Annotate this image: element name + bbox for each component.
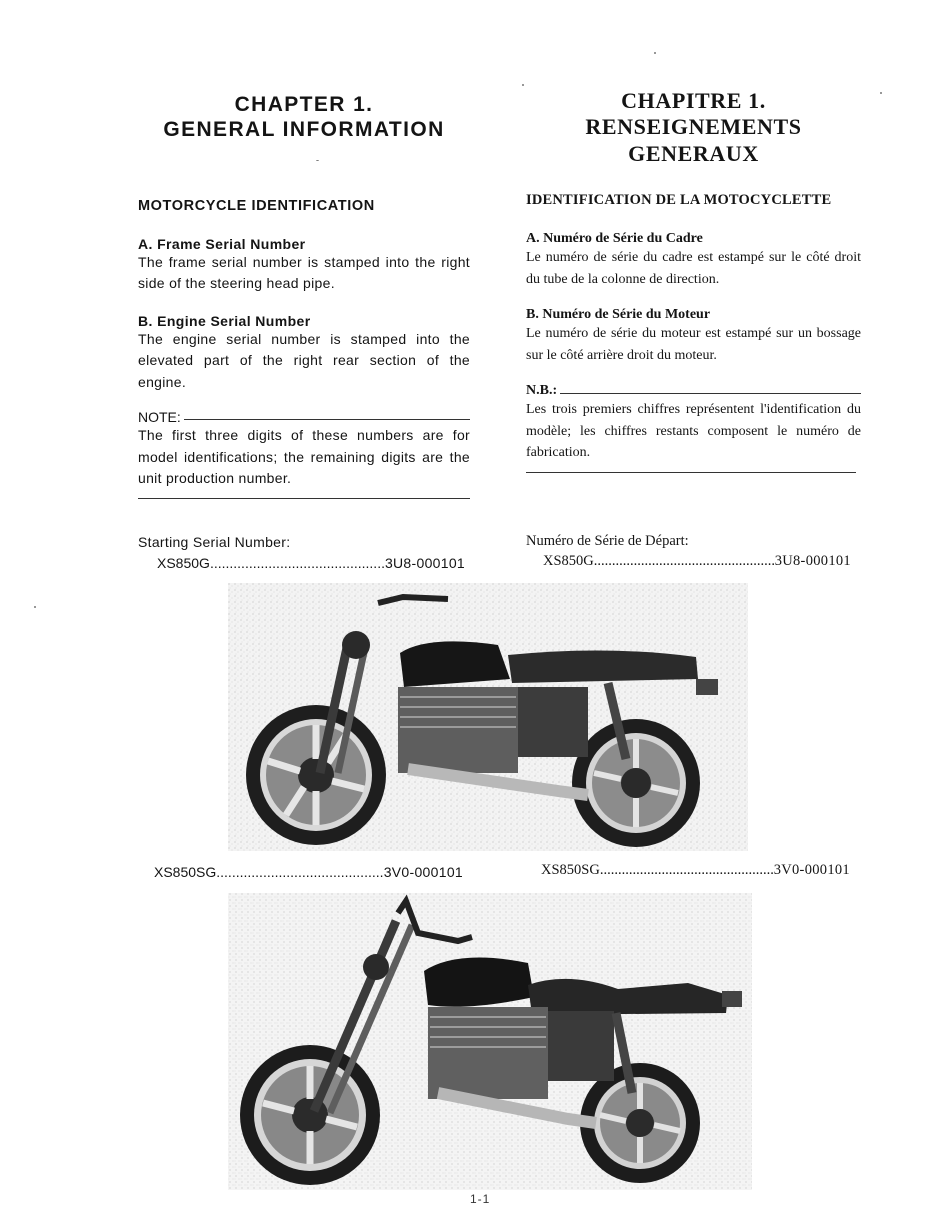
english-note-header (138, 409, 470, 425)
scan-speck (654, 52, 656, 54)
french-note-label: N.B.: (526, 383, 558, 399)
french-column (526, 88, 861, 473)
english-chapter-title (138, 88, 470, 143)
leader-dots (210, 555, 385, 571)
english-frame-heading: A. Frame Serial Number (138, 235, 306, 252)
french-chapter-title (526, 88, 861, 167)
note-rule (560, 393, 861, 394)
french-note-text: Les trois premiers chiffres représentent l'identification du modèle; les chiffres restants composent le numéro de fabrication. (526, 402, 861, 461)
note-rule (184, 419, 470, 420)
french-engine-text: Le numéro de série du moteur est estampé sur un bossage sur le côté arrière droit du moteur. (526, 326, 861, 363)
scan-speck (522, 84, 524, 86)
english-note-text: The first three digits of these numbers are for model identifications; the remaining digits are the unit production number. (138, 427, 470, 487)
english-note-label: NOTE: (138, 409, 181, 426)
xs850g-motorcycle-photo (228, 583, 748, 851)
french-frame-text: Le numéro de série du cadre est estampé sur le côté droit du tube de la colonne de direction. (526, 250, 861, 287)
french-starting-label: Numéro de Série de Départ: (526, 533, 689, 549)
french-note-header (526, 383, 861, 399)
english-serial-row-1 (157, 555, 465, 571)
leader-dots (216, 864, 383, 880)
page-number: 1-1 (470, 1192, 491, 1206)
french-serial-row-2 (541, 862, 850, 879)
english-model-2: XS850SG (154, 864, 217, 880)
english-chapter-number: CHAPTER 1. (234, 93, 374, 116)
english-engine-text: The engine serial number is stamped into the elevated part of the right rear section of the engine. (138, 330, 470, 390)
english-model-1-code: 3U8-000101 (384, 555, 465, 571)
english-starting-label: Starting Serial Number: (138, 534, 291, 550)
english-chapter-name: GENERAL INFORMATION (163, 117, 445, 141)
french-chapter-name-2: GENERAUX (628, 140, 759, 166)
french-model-2-code: 3V0-000101 (773, 862, 850, 878)
english-frame-text: The frame serial number is stamped into the right side of the steering head pipe. (138, 253, 470, 292)
scan-speck (34, 606, 36, 608)
french-serial-row-1 (543, 553, 851, 570)
standard-motorcycle-icon (228, 583, 748, 851)
english-column (138, 88, 470, 499)
leader-dots (600, 862, 774, 879)
scan-speck (880, 92, 882, 94)
english-model-2-code: 3V0-000101 (383, 864, 463, 880)
special-motorcycle-icon (228, 893, 752, 1190)
french-chapter-number: CHAPITRE 1. (621, 88, 766, 113)
scan-speck (316, 160, 319, 161)
french-model-2: XS850SG (541, 862, 600, 878)
xs850sg-motorcycle-photo (228, 893, 752, 1190)
french-chapter-name-1: RENSEIGNEMENTS (585, 114, 802, 140)
french-model-1-code: 3U8-000101 (774, 553, 851, 569)
english-model-1: XS850G (157, 555, 210, 571)
french-note-end-rule (526, 472, 856, 473)
french-frame-heading: A. Numéro de Série du Cadre (526, 231, 703, 247)
english-section-heading: MOTORCYCLE IDENTIFICATION (138, 197, 375, 214)
english-note-end-rule (138, 498, 470, 499)
french-section-heading: IDENTIFICATION DE LA MOTOCYCLETTE (526, 192, 832, 209)
leader-dots (594, 553, 775, 570)
french-engine-heading: B. Numéro de Série du Moteur (526, 307, 711, 323)
french-model-1: XS850G (543, 553, 594, 569)
english-engine-heading: B. Engine Serial Number (138, 312, 311, 329)
english-serial-row-2 (154, 864, 463, 880)
